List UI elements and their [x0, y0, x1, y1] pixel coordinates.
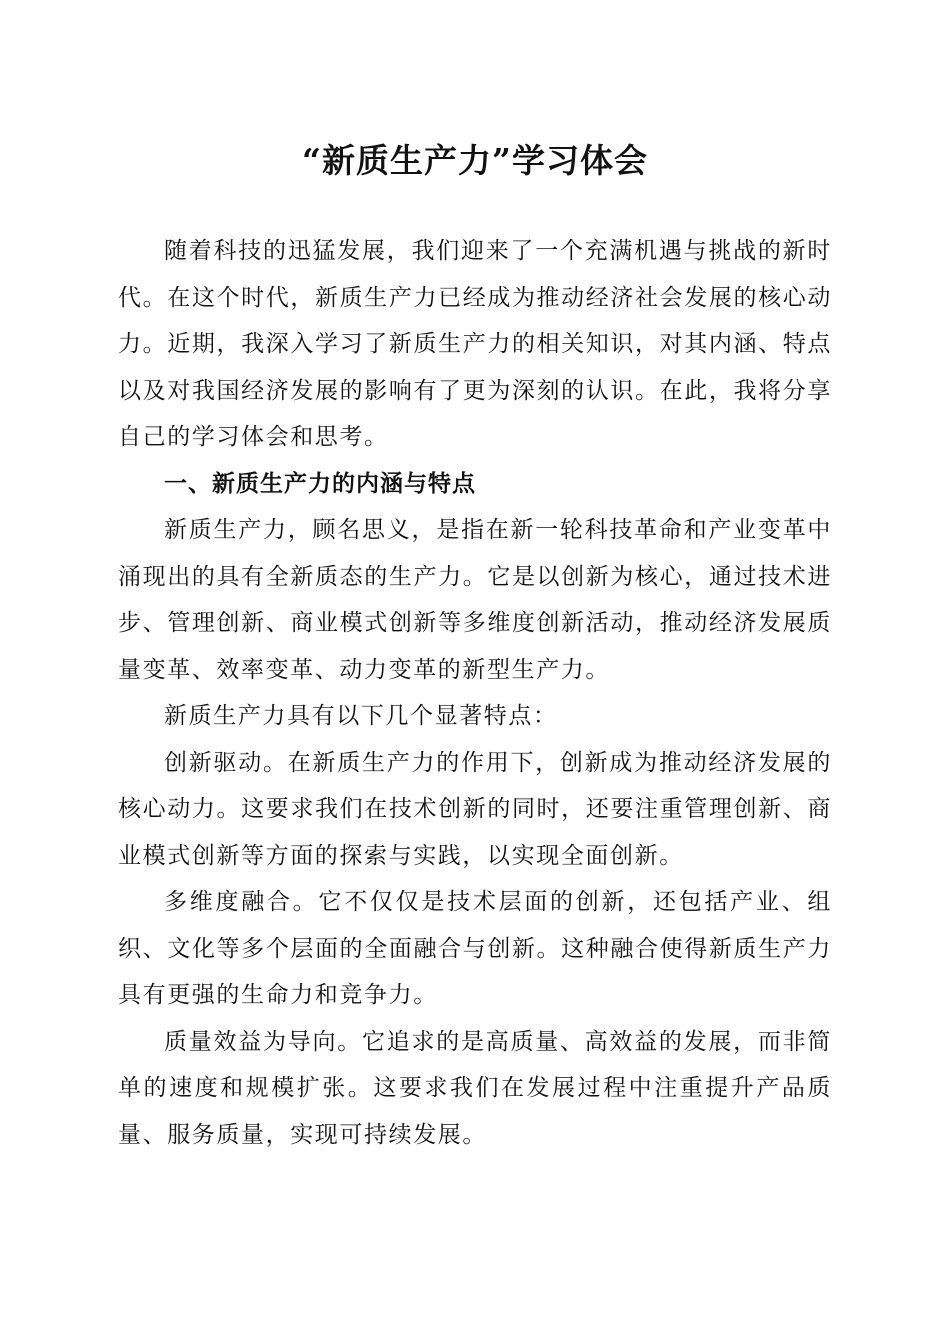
section-paragraph-quality: 质量效益为导向。它追求的是高质量、高效益的发展，而非简单的速度和规模扩张。这要求我们在发展过程中注重提升产品质量、服务质量，实现可持续发展。 — [118, 1028, 832, 1148]
document-title: “新质生产力”学习体会 — [302, 141, 648, 180]
section-paragraph-innovation: 创新驱动。在新质生产力的作用下，创新成为推动经济发展的核心动力。这要求我们在技术创新的同时，还要注重管理创新、商业模式创新等方面的探索与实践，以实现全面创新。 — [118, 749, 832, 869]
document-body — [118, 228, 832, 1158]
intro-paragraph: 随着科技的迅猛发展，我们迎来了一个充满机遇与挑战的新时代。在这个时代，新质生产力已经成为推动经济社会发展的核心动力。近期，我深入学习了新质生产力的相关知识，对其内涵、特点以及对我国经济发展的影响有了更为深刻的认识。在此，我将分享自己的学习体会和思考。 — [118, 238, 832, 450]
section-paragraph-features-intro: 新质生产力具有以下几个显著特点： — [164, 703, 558, 729]
section-paragraph-integration: 多维度融合。它不仅仅是技术层面的创新，还包括产业、组织、文化等多个层面的全面融合与创新。这种融合使得新质生产力具有更强的生命力和竞争力。 — [118, 889, 832, 1008]
section-paragraph-definition: 新质生产力，顾名思义，是指在新一轮科技革命和产业变革中涌现出的具有全新质态的生产力。它是以创新为核心，通过技术进步、管理创新、商业模式创新等多维度创新活动，推动经济发展质量变革、效率变革、动力变革的新型生产力。 — [118, 517, 832, 683]
section-heading: 一、新质生产力的内涵与特点 — [164, 470, 476, 497]
